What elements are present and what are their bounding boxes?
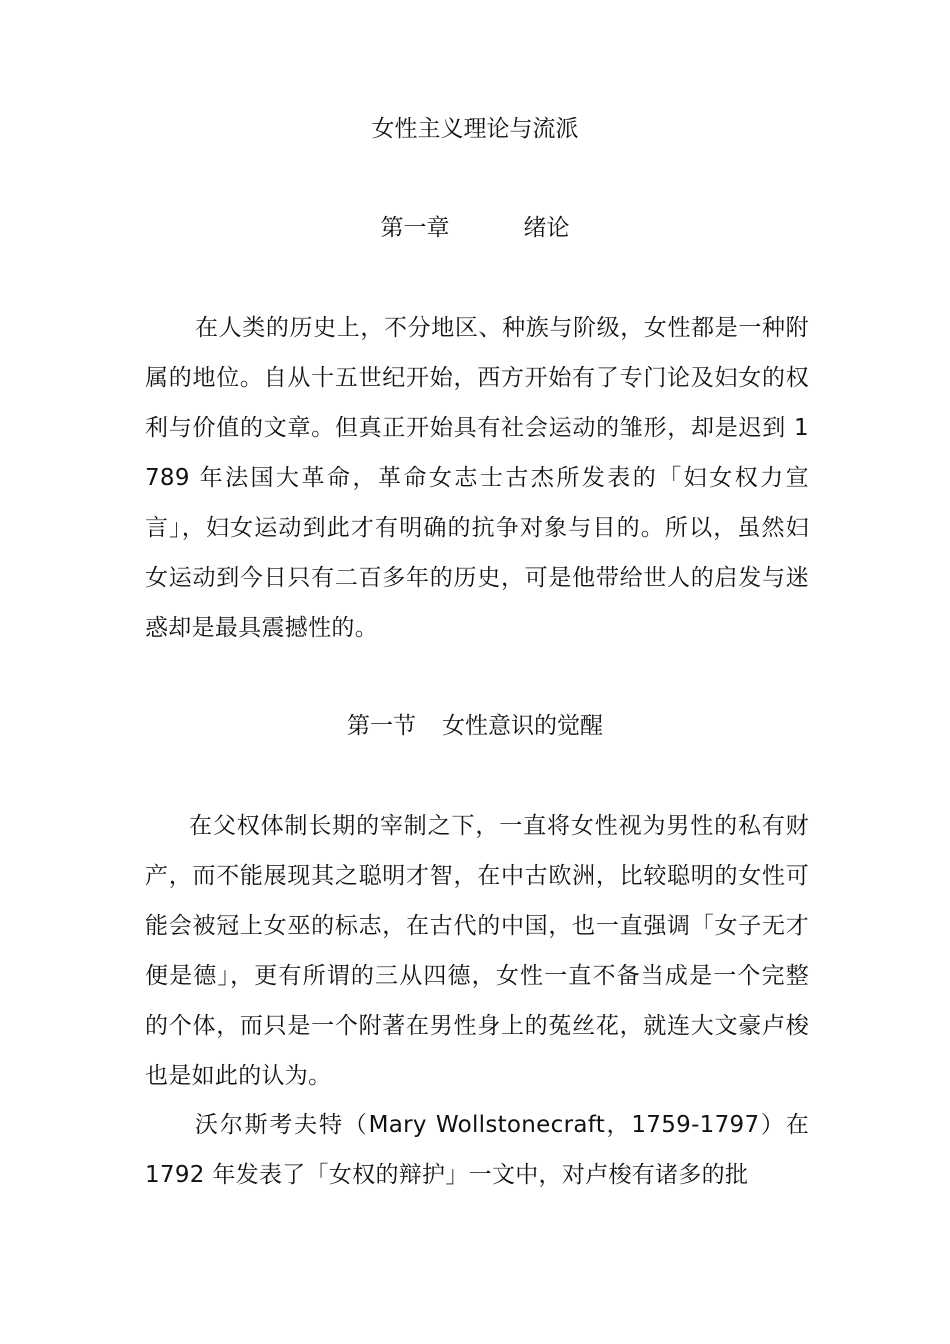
section-heading [0, 709, 950, 743]
section-name: 女性意识的觉醒 [442, 713, 603, 739]
intro-paragraph: 在人类的历史上，不分地区、种族与阶级，女性都是一种附属的地位。自从十五世纪开始，西方开始有了专门论及妇女的权利与价值的文章。但真正开始具有社会运动的雏形，却是迟到 1789 年法国大革命，革命女志士古杰所发表的「妇女权力宣言」，妇女运动到此才有明确的抗争对象与目的。所以，虽然妇女运动到今日只有二百多年的历史，可是他带给世人的启发与迷惑却是最具震撼性的。 [145, 315, 809, 641]
section-paragraph: 沃尔斯考夫特（Mary Wollstonecraft，1759-1797）在 1792 年发表了「女权的辩护」一文中，对卢梭有诸多的批 [145, 1112, 809, 1188]
chapter-number: 第一章 [380, 215, 450, 241]
chapter-heading [0, 211, 950, 245]
section-number: 第一节 [347, 713, 416, 739]
document-title: 女性主义理论与流派 [371, 116, 579, 142]
chapter-name: 绪论 [523, 215, 570, 241]
section-paragraph: 在父权体制长期的宰制之下，一直将女性视为男性的私有财产，而不能展现其之聪明才智，在中古欧洲，比较聪明的女性可能会被冠上女巫的标志，在古代的中国，也一直强调「女子无才便是德」，更有所谓的三从四德，女性一直不备当成是一个完整的个体，而只是一个附著在男性身上的菟丝花，就连大文豪卢梭也是如此的认为。 [145, 813, 809, 1089]
